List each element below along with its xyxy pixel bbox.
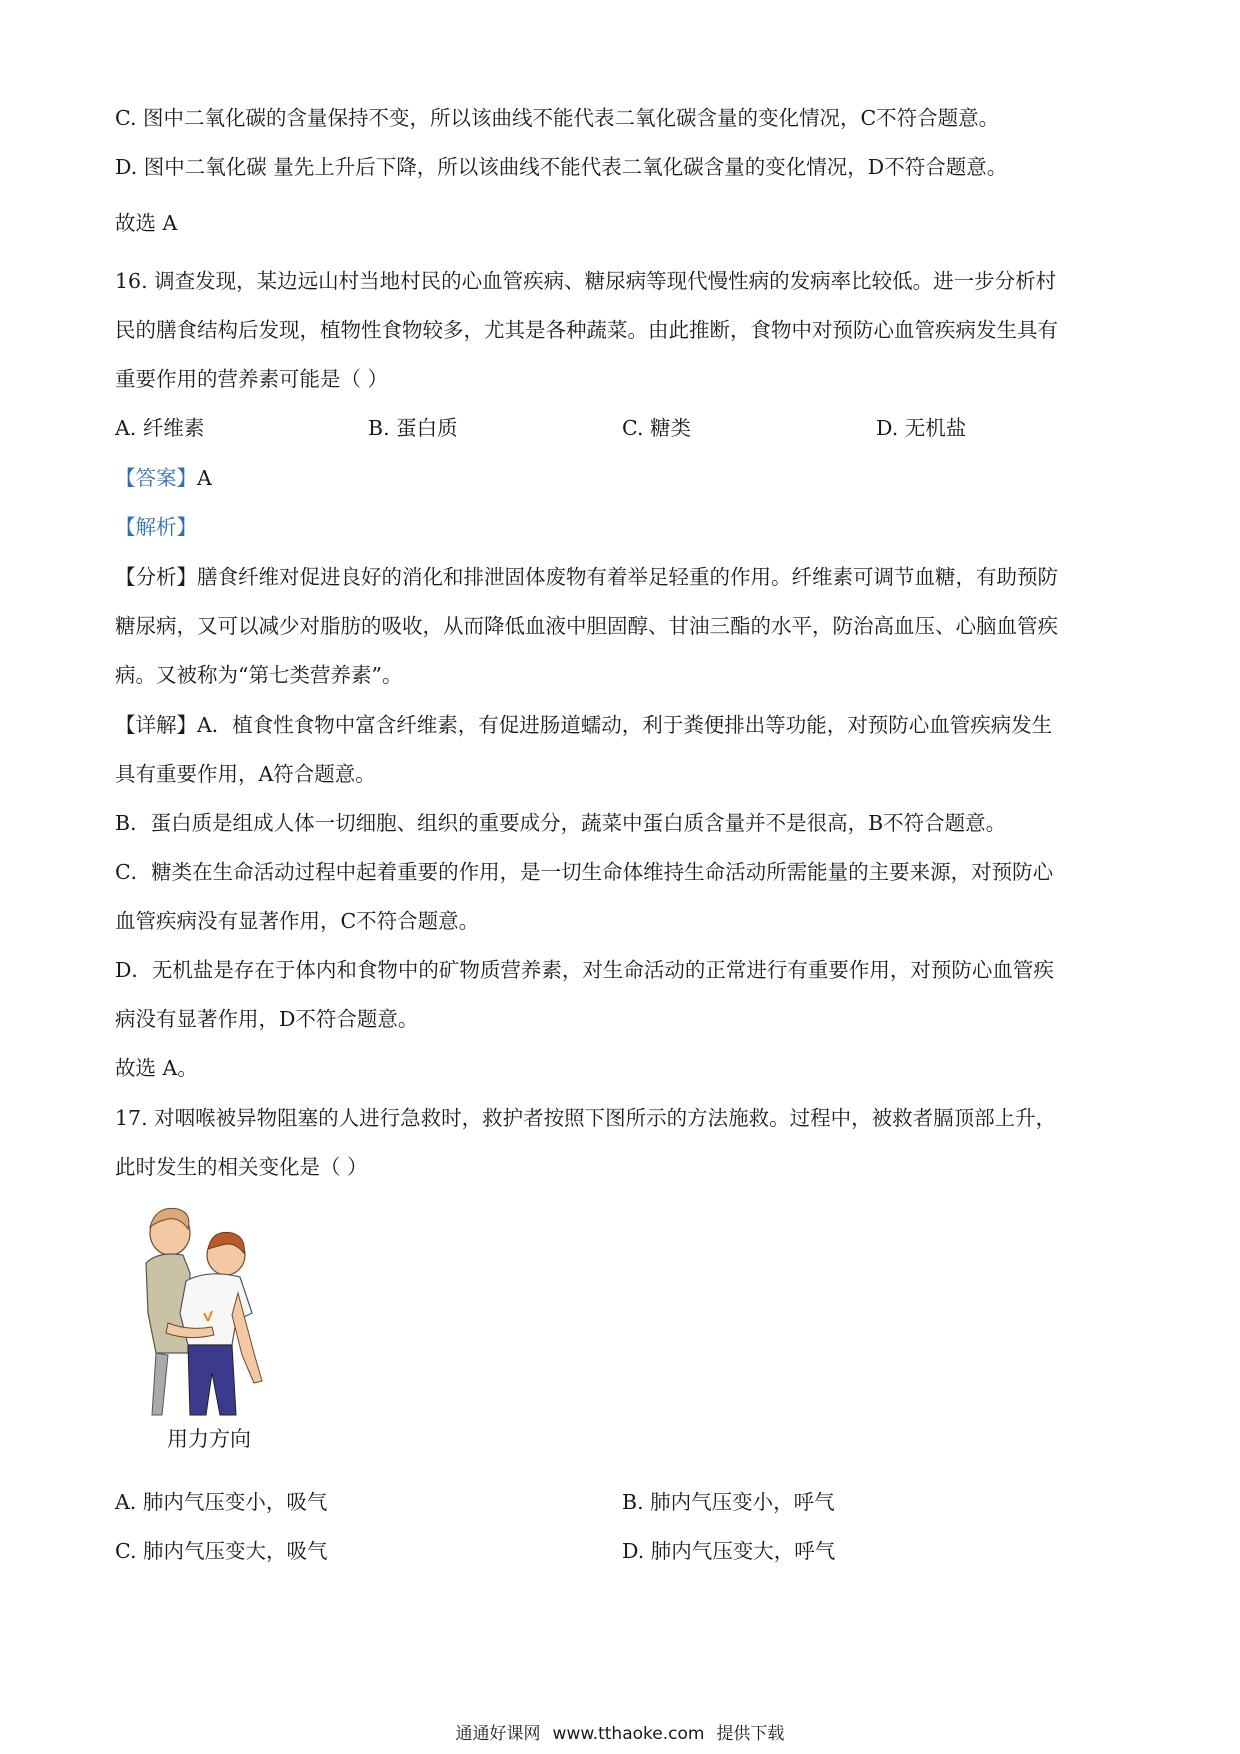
question-17-option-d: D. 肺内气压变大，呼气: [622, 1539, 836, 1563]
text-line: 故选 A: [115, 211, 178, 235]
xiangjie-line: B．蛋白质是组成人体一切细胞、组织的重要成分，蔬菜中蛋白质含量并不是很高，B不符合题意。: [115, 811, 1007, 835]
fenxi-line: 糖尿病，又可以减少对脂肪的吸收，从而降低血液中胆固醇、甘油三酯的水平，防治高血压、心脑血管疾: [115, 614, 1058, 638]
xiangjie-line: [115, 711, 1052, 739]
xiangjie-line: 病没有显著作用，D不符合题意。: [115, 1007, 419, 1031]
footer-suffix: 提供下载: [716, 1724, 785, 1744]
analysis-label: 【解析】: [115, 515, 197, 539]
question-16-stem-line: 民的膳食结构后发现，植物性食物较多，尤其是各种蔬菜。由此推断，食物中对预防心血管疾病发生具有: [115, 318, 1058, 342]
question-16-option-b: B. 蛋白质: [368, 416, 458, 440]
answer-value: A: [197, 466, 212, 490]
answer-line: [115, 464, 212, 492]
xiangjie-line: C．糖类在生命活动过程中起着重要的作用，是一切生命体维持生命活动所需能量的主要来源，对预防心: [115, 860, 1054, 884]
fenxi-line: 病。又被称为“第七类营养素”。: [115, 663, 403, 687]
footer-site-name: 通通好课网: [455, 1724, 541, 1744]
text-line: D. 图中二氧化碳 量先上升后下降，所以该曲线不能代表二氧化碳含量的变化情况，D不符合题意。: [115, 155, 1008, 179]
fenxi-line: [115, 563, 1058, 591]
question-17-stem-line: 17. 对咽喉被异物阻塞的人进行急救时，救护者按照下图所示的方法施救。过程中，被救者膈顶部上升，: [115, 1106, 1057, 1130]
heimlich-maneuver-illustration: [128, 1203, 278, 1418]
question-17-option-c: C. 肺内气压变大，吸气: [115, 1539, 328, 1563]
page-footer: [0, 1719, 1240, 1744]
xiangjie-text: A．植食性食物中富含纤维素，有促进肠道蠕动，利于粪便排出等功能，对预防心血管疾病发生: [197, 713, 1053, 737]
xiangjie-line: 具有重要作用，A符合题意。: [115, 762, 376, 786]
question-16-option-c: C. 糖类: [622, 416, 691, 440]
answer-label: 【答案】: [115, 466, 197, 490]
question-17-option-a: A. 肺内气压变小，吸气: [115, 1490, 328, 1514]
fenxi-label: 【分析】: [115, 565, 197, 589]
text-line: C. 图中二氧化碳的含量保持不变，所以该曲线不能代表二氧化碳含量的变化情况，C不符合题意。: [115, 106, 1000, 130]
xiangjie-line: D．无机盐是存在于体内和食物中的矿物质营养素，对生命活动的正常进行有重要作用，对预防心血管疾: [115, 958, 1054, 982]
xiangjie-label: 【详解】: [115, 713, 197, 737]
question-16-option-a: A. 纤维素: [115, 416, 205, 440]
question-16-stem-line: 16. 调查发现，某边远山村当地村民的心血管疾病、糖尿病等现代慢性病的发病率比较低。进一步分析村: [115, 269, 1057, 293]
question-16-stem-line: 重要作用的营养素可能是（ ）: [115, 367, 389, 391]
question-17-stem-line: 此时发生的相关变化是（ ）: [115, 1155, 368, 1179]
xiangjie-line: 故选 A。: [115, 1056, 198, 1080]
fenxi-text: 膳食纤维对促进良好的消化和排泄固体废物有着举足轻重的作用。纤维素可调节血糖，有助预防: [197, 565, 1058, 589]
xiangjie-line: 血管疾病没有显著作用，C不符合题意。: [115, 909, 480, 933]
figure-caption: 用力方向: [167, 1427, 251, 1451]
question-17-option-b: B. 肺内气压变小，呼气: [622, 1490, 835, 1514]
footer-url[interactable]: www.tthaoke.com: [552, 1724, 705, 1744]
question-16-option-d: D. 无机盐: [876, 416, 967, 440]
